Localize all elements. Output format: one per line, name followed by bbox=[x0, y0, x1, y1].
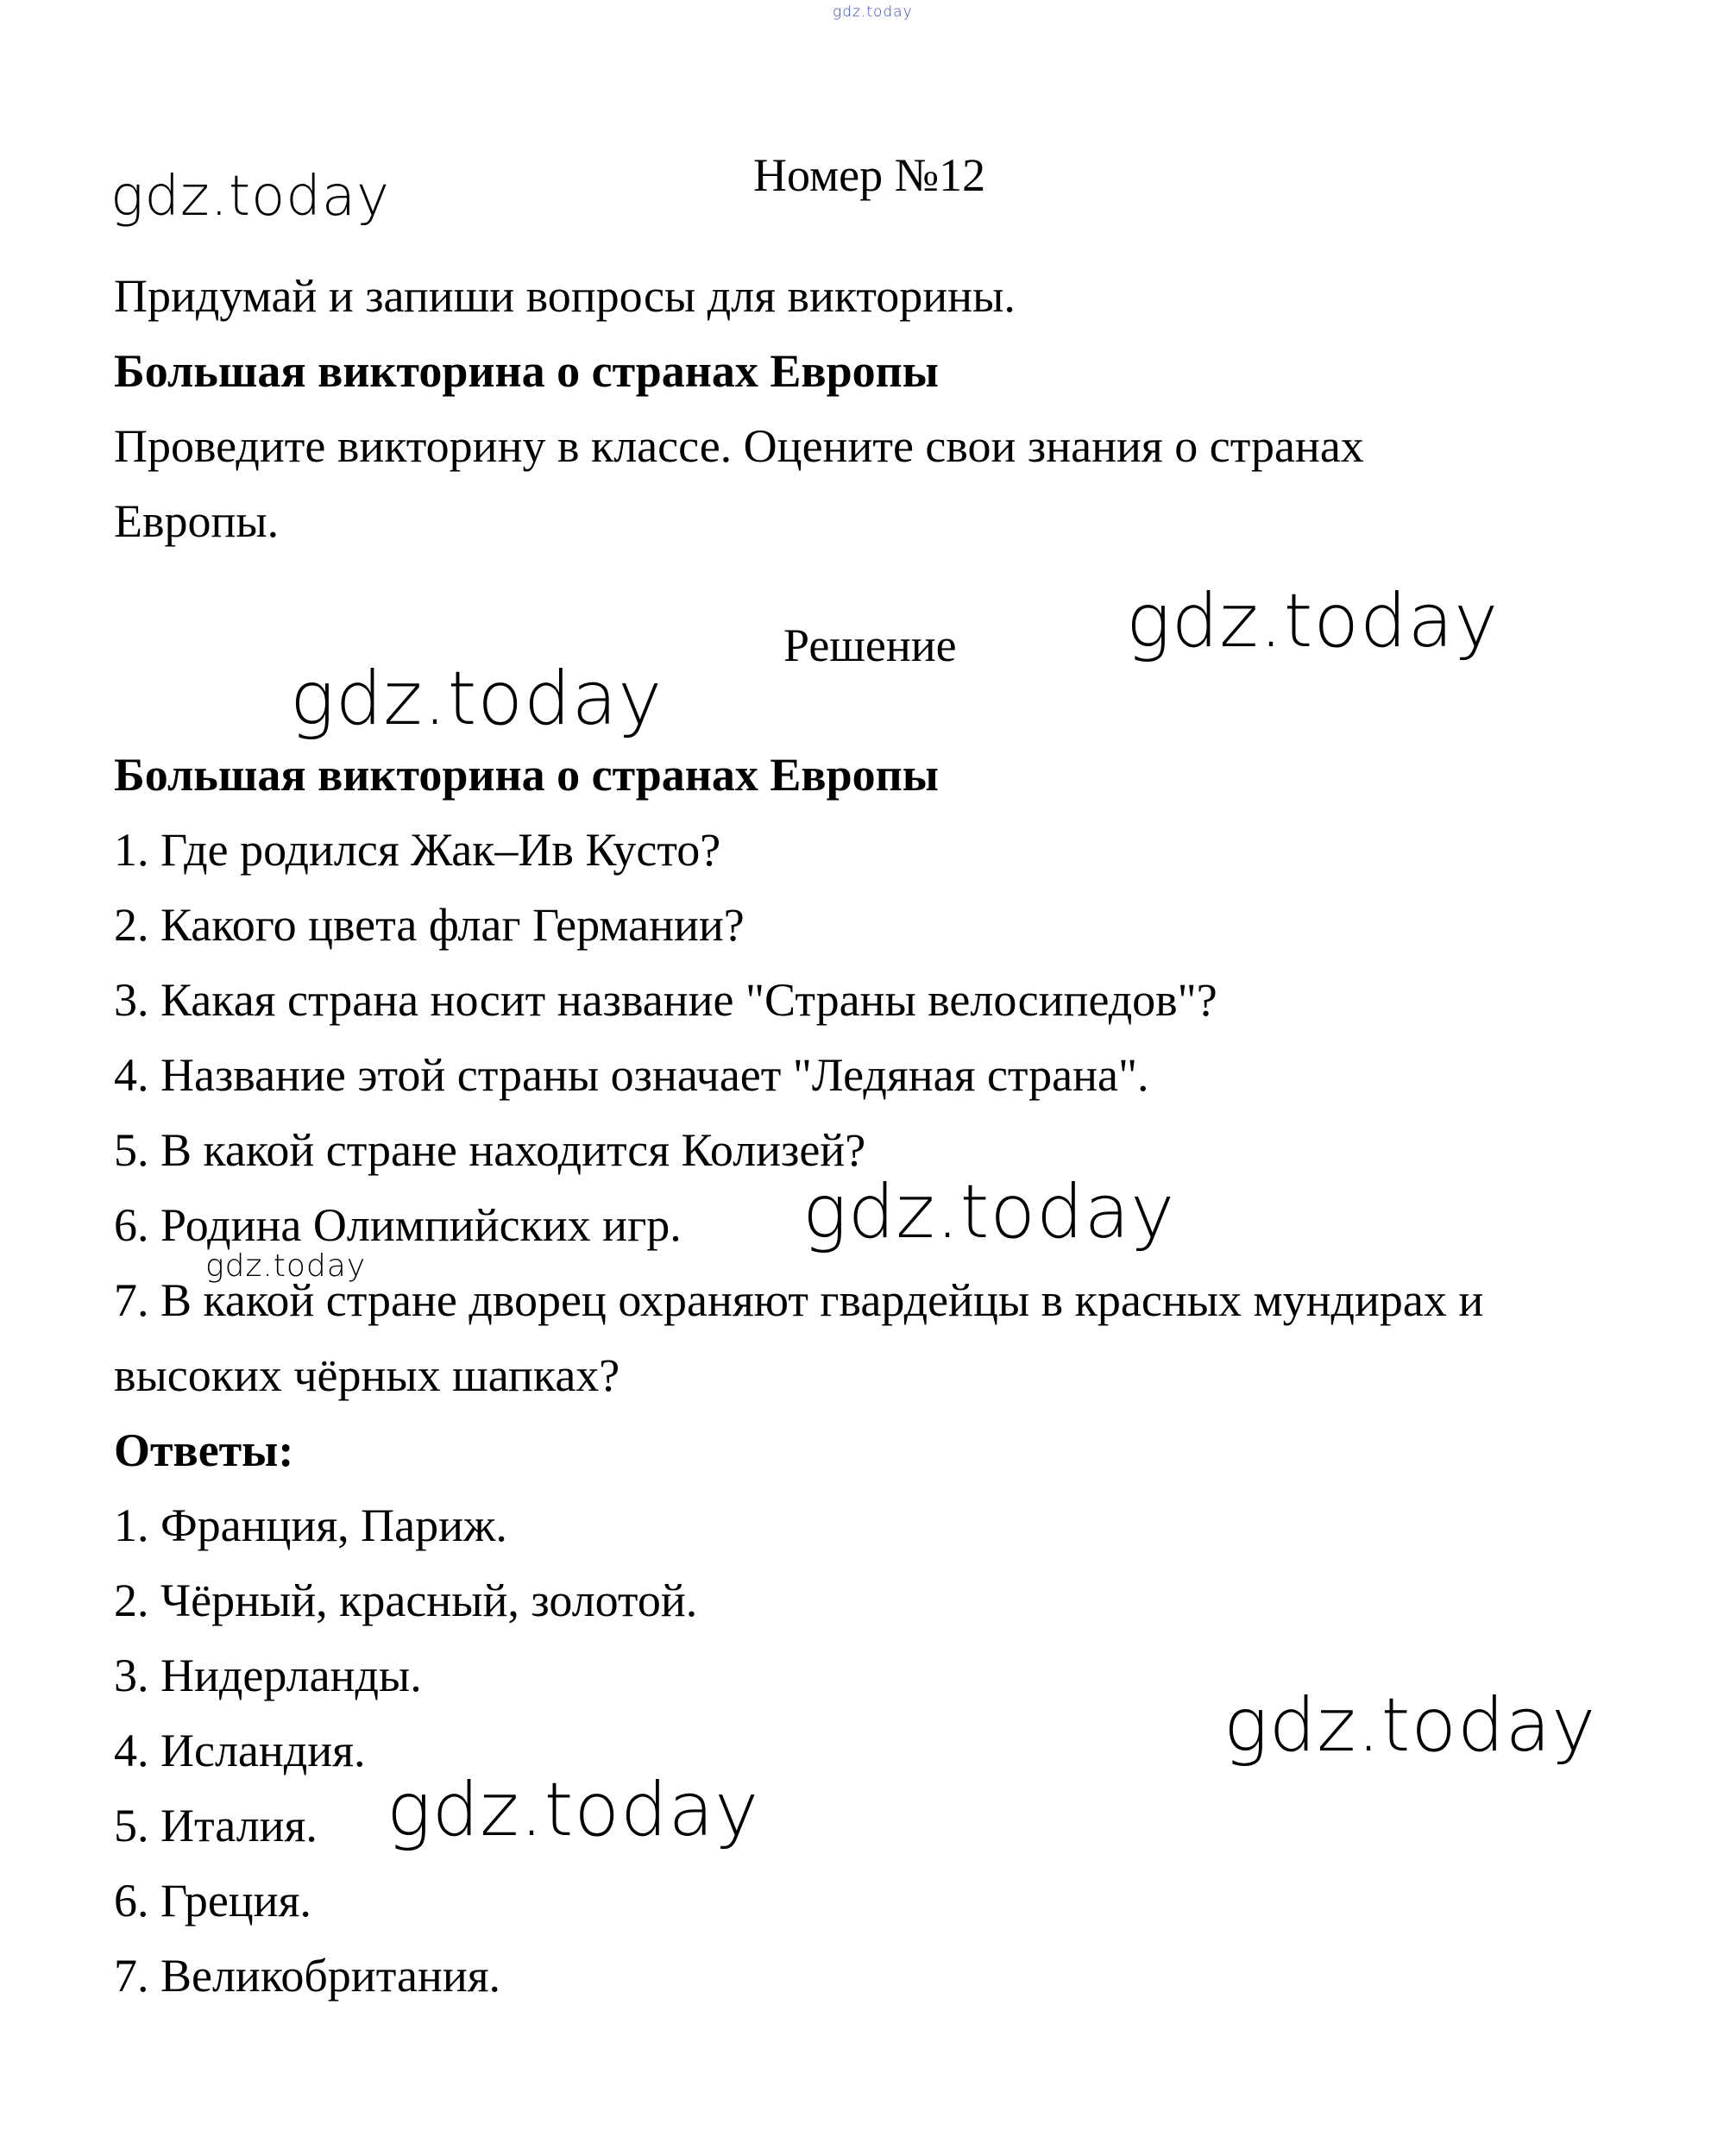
question-1: 1. Где родился Жак–Ив Кусто? bbox=[114, 824, 721, 876]
question-7-line1: 7. В какой стране дворец охраняют гвардейцы в красных мундирах и bbox=[114, 1274, 1484, 1326]
answer-4: 4. Исландия. bbox=[114, 1725, 366, 1776]
watermark-small-1: gdz.today bbox=[205, 1248, 367, 1284]
question-3: 3. Какая страна носит название "Страны велосипедов"? bbox=[114, 974, 1217, 1026]
task-text-line1: Проведите викторину в классе. Оцените свои знания о странах bbox=[114, 420, 1364, 472]
question-7-line2: высоких чёрных шапках? bbox=[114, 1349, 620, 1401]
question-5: 5. В какой стране находится Колизей? bbox=[114, 1124, 866, 1176]
question-4: 4. Название этой страны означает "Ледяная страна". bbox=[114, 1049, 1149, 1101]
answer-7: 7. Великобритания. bbox=[114, 1950, 501, 2002]
solution-heading: Большая викторина о странах Европы bbox=[114, 749, 939, 801]
watermark-header-left: gdz.today bbox=[110, 165, 390, 229]
watermark-middle-1: gdz.today bbox=[802, 1169, 1176, 1255]
task-instruction: Придумай и запиши вопросы для викторины. bbox=[114, 270, 1016, 322]
solution-label: Решение bbox=[783, 619, 957, 671]
answer-5: 5. Италия. bbox=[114, 1800, 318, 1851]
question-6: 6. Родина Олимпийских игр. bbox=[114, 1199, 682, 1251]
task-heading: Большая викторина о странах Европы bbox=[114, 345, 939, 397]
watermark-left-1: gdz.today bbox=[290, 656, 664, 742]
watermark-right-1: gdz.today bbox=[1126, 578, 1500, 664]
answer-1: 1. Франция, Париж. bbox=[114, 1499, 507, 1551]
answer-3: 3. Нидерланды. bbox=[114, 1650, 422, 1701]
question-2: 2. Какого цвета флаг Германии? bbox=[114, 899, 745, 951]
task-text-line2: Европы. bbox=[114, 495, 280, 547]
watermark-middle-2: gdz.today bbox=[387, 1767, 760, 1853]
page-title: Номер №12 bbox=[753, 149, 986, 201]
watermark-top: gdz.today bbox=[833, 3, 913, 21]
answer-6: 6. Греция. bbox=[114, 1875, 311, 1926]
watermark-right-2: gdz.today bbox=[1223, 1682, 1597, 1769]
answer-2: 2. Чёрный, красный, золотой. bbox=[114, 1574, 698, 1626]
answers-heading: Ответы: bbox=[114, 1424, 294, 1476]
